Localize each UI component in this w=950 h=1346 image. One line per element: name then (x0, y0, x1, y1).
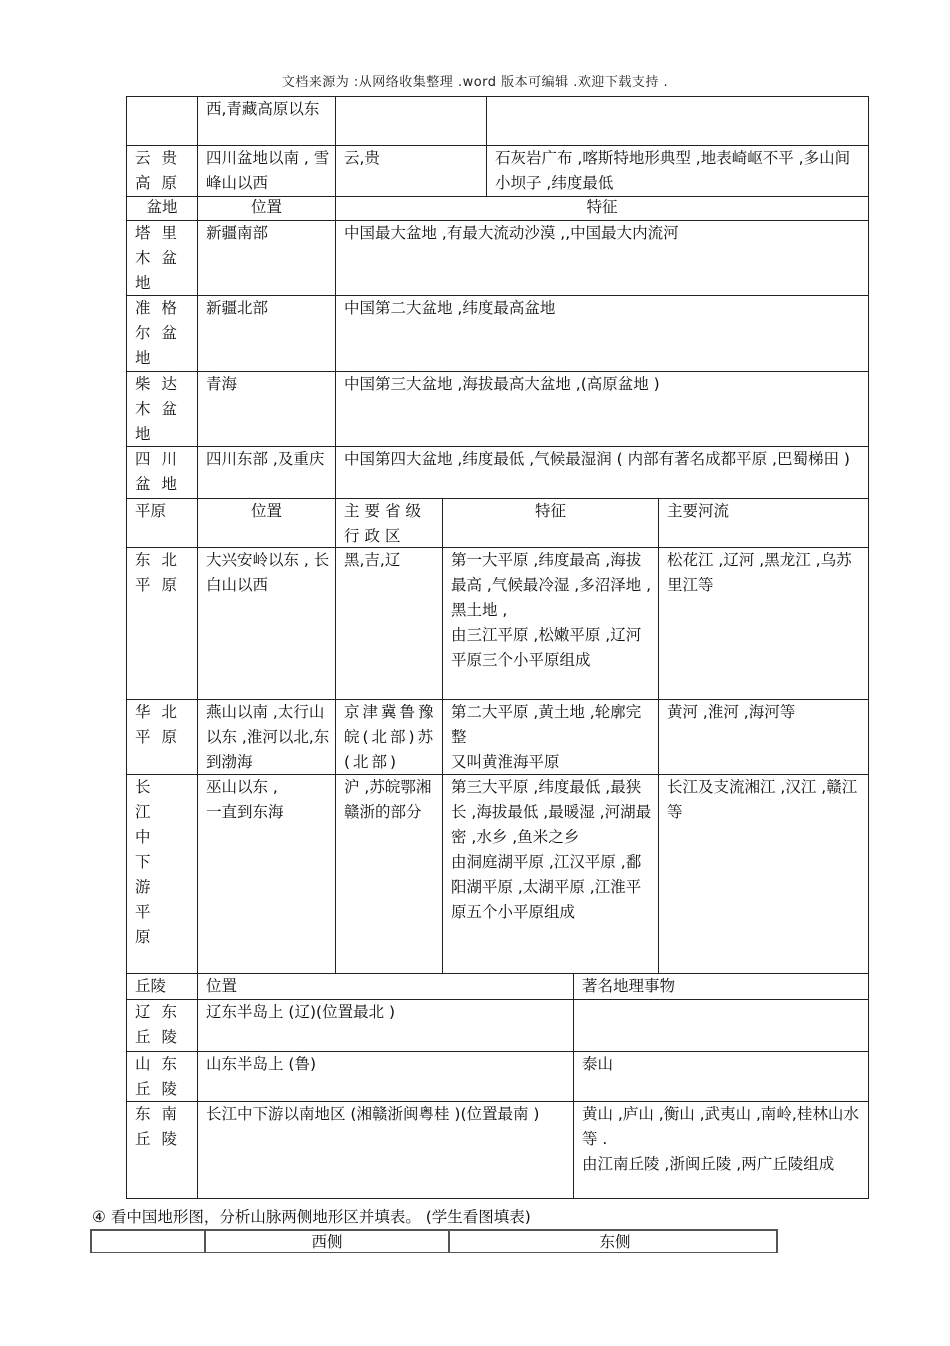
plain-name: 东北平原 (127, 548, 198, 700)
basin-header-feature: 特征 (336, 195, 869, 221)
mountain-sides-table (90, 1229, 778, 1253)
plain-name: 长江中下游平原 (127, 775, 198, 974)
hill-name: 山东丘陵 (127, 1052, 198, 1102)
hill-position: 辽东半岛上 (辽)(位置最北 ) (198, 1000, 574, 1052)
basin-table (126, 195, 869, 499)
plain-header-name: 平原 (127, 499, 198, 548)
mountain-header-east: 东侧 (599, 1233, 631, 1251)
plateau-province (336, 97, 487, 146)
basin-position: 青海 (198, 372, 336, 447)
plateau-feature: 石灰岩广布 ,喀斯特地形典型 ,地表崎岖不平 ,多山间小坝子 ,纬度最低 (487, 146, 869, 197)
plateau-name-cell (127, 97, 198, 146)
hill-things: 黄山 ,庐山 ,衡山 ,武夷山 ,南岭,桂林山水等 . 由江南丘陵 ,浙闽丘陵 ,两广丘陵组成 (574, 1102, 869, 1199)
hill-table (126, 974, 869, 1199)
plain-feature: 第二大平原 ,黄土地 ,轮廓完整 又叫黄淮海平原 (443, 700, 659, 775)
plain-rivers: 松花江 ,辽河 ,黑龙江 ,乌苏里江等 (659, 548, 869, 700)
basin-position: 新疆南部 (198, 221, 336, 296)
hill-position: 山东半岛上 (鲁) (198, 1052, 574, 1102)
plateau-feature (487, 97, 869, 146)
basin-name: 准格尔盆地 (127, 296, 198, 372)
basin-position: 新疆北部 (198, 296, 336, 372)
plain-header-rivers: 主要河流 (659, 499, 869, 548)
plain-rivers: 黄河 ,淮河 ,海河等 (659, 700, 869, 775)
plain-header-province: 主要省级行政区 (336, 499, 443, 548)
hill-header-position: 位置 (198, 974, 574, 1000)
plateau-name: 云贵高原 (127, 146, 198, 197)
basin-feature: 中国第四大盆地 ,纬度最低 ,气候最湿润 ( 内部有著名成都平原 ,巴蜀梯田 ) (336, 447, 869, 499)
hill-things (574, 1000, 869, 1052)
instruction-text: ④ 看中国地形图，分析山脉两侧地形区并填表。 (学生看图填表) (92, 1208, 531, 1226)
basin-header-name: 盆地 (127, 195, 198, 221)
plain-province: 黑,吉,辽 (336, 548, 443, 700)
plateau-province: 云,贵 (336, 146, 487, 197)
mountain-header-blank (92, 1231, 206, 1253)
plateau-position: 西,青藏高原以东 (198, 97, 336, 146)
plain-table (126, 499, 869, 974)
basin-header-position: 位置 (198, 195, 336, 221)
basin-feature: 中国最大盆地 ,有最大流动沙漠 ,,中国最大内流河 (336, 221, 869, 296)
basin-name: 四川盆地 (127, 447, 198, 499)
plain-header-feature: 特征 (443, 499, 659, 548)
plateau-position: 四川盆地以南 , 雪峰山以西 (198, 146, 336, 197)
plain-header-position: 位置 (198, 499, 336, 548)
plain-feature: 第一大平原 ,纬度最高 ,海拔最高 ,气候最冷湿 ,多沼泽地 ,黑土地 , 由三江平原 ,松嫩平原 ,辽河平原三个小平原组成 (443, 548, 659, 700)
plain-position: 巫山以东 , 一直到东海 (198, 775, 336, 974)
plain-position: 燕山以南 ,太行山以东 ,淮河以北,东到渤海 (198, 700, 336, 775)
hill-header-name: 丘陵 (127, 974, 198, 1000)
mountain-header-west: 西侧 (206, 1231, 450, 1253)
basin-feature: 中国第二大盆地 ,纬度最高盆地 (336, 296, 869, 372)
basin-name: 柴达木盆地 (127, 372, 198, 447)
basin-name: 塔里木盆地 (127, 221, 198, 296)
basin-position: 四川东部 ,及重庆 (198, 447, 336, 499)
plain-province: 京津冀鲁豫皖(北部)苏(北部) (336, 700, 443, 775)
hill-things: 泰山 (574, 1052, 869, 1102)
plateau-table (126, 96, 869, 197)
plain-feature: 第三大平原 ,纬度最低 ,最狭长 ,海拔最低 ,最暖湿 ,河湖最密 ,水乡 ,鱼米之乡 由洞庭湖平原 ,江汉平原 ,鄱阳湖平原 ,太湖平原 ,江淮平原五个小平原组成 (443, 775, 659, 974)
page-header: 文档来源为 :从网络收集整理 .word 版本可编辑 .欢迎下载支持 . (281, 75, 669, 90)
plain-name: 华北平原 (127, 700, 198, 775)
basin-feature: 中国第三大盆地 ,海拔最高大盆地 ,(高原盆地 ) (336, 372, 869, 447)
plain-province: 沪 ,苏皖鄂湘赣浙的部分 (336, 775, 443, 974)
hill-name: 辽东丘陵 (127, 1000, 198, 1052)
plain-position: 大兴安岭以东 , 长白山以西 (198, 548, 336, 700)
hill-name: 东南丘陵 (127, 1102, 198, 1199)
hill-header-things: 著名地理事物 (574, 974, 869, 1000)
plain-rivers: 长江及支流湘江 ,汉江 ,赣江等 (659, 775, 869, 974)
hill-position: 长江中下游以南地区 (湘赣浙闽粤桂 )(位置最南 ) (198, 1102, 574, 1199)
